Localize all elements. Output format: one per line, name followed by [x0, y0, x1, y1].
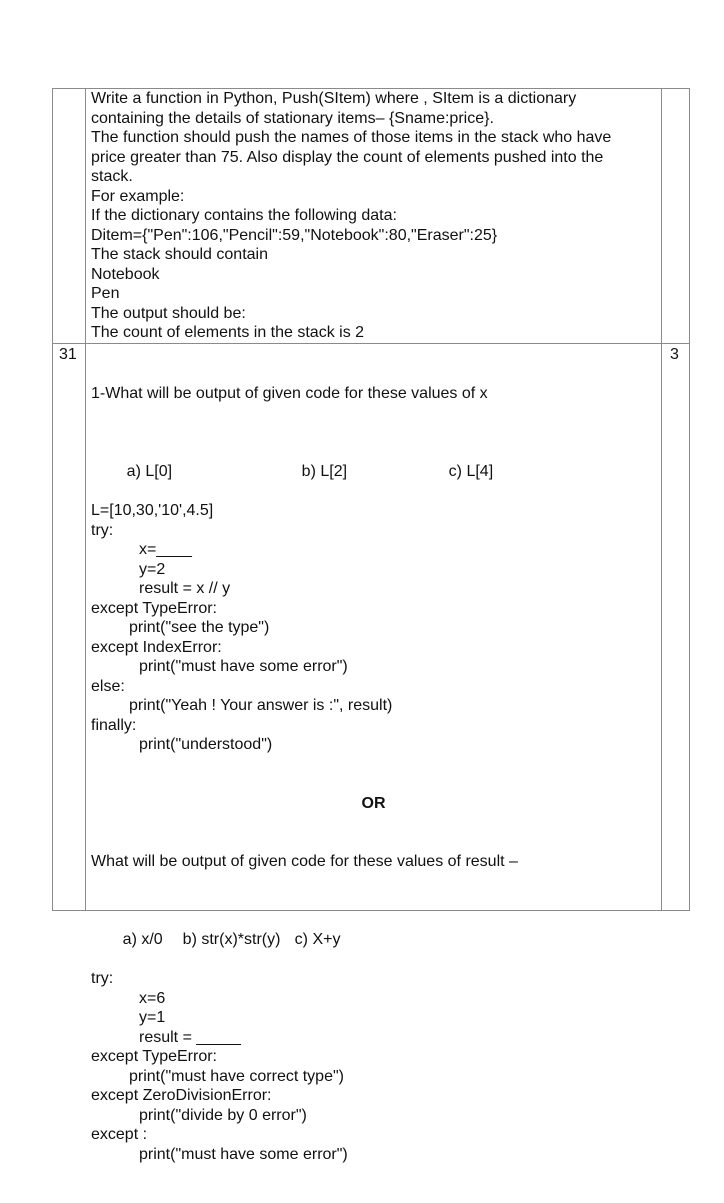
code-line: result = x // y: [139, 580, 231, 597]
row-divider: [53, 343, 689, 344]
code-line: result = _____: [139, 1028, 241, 1046]
option-b: b) str(x)*str(y): [182, 931, 281, 948]
column-divider-marks: [661, 89, 662, 910]
code-line: y=1: [139, 1009, 166, 1026]
question-table: [52, 88, 690, 1163]
code-line: print("must have correct type"): [129, 1067, 344, 1085]
text-line: For example:: [91, 187, 185, 205]
code-line: print("see the type"): [129, 619, 270, 636]
text-line: price greater than 75. Also display the count of elements pushed into the: [91, 148, 604, 166]
code-line: except TypeError:: [91, 599, 217, 617]
text-line: The stack should contain: [91, 246, 268, 263]
code-line: print("understood"): [139, 736, 273, 753]
code-line: finally:: [91, 716, 137, 734]
part2-options: [91, 911, 656, 948]
part1-code: [91, 501, 656, 755]
text-line: The function should push the names of those items in the stack who have: [91, 129, 612, 146]
part2-prompt: What will be output of given code for these values of result –: [91, 853, 518, 870]
code-line: except :: [91, 1126, 148, 1143]
text-line: Notebook: [91, 265, 160, 283]
question-number-row2: 31: [59, 346, 77, 363]
code-line: x=____: [139, 541, 192, 558]
code-line: x=6: [139, 989, 166, 1007]
or-label: OR: [361, 794, 386, 812]
code-line: print("divide by 0 error"): [139, 1106, 307, 1124]
part1-options: [91, 443, 656, 480]
code-line: try:: [91, 521, 114, 539]
code-line: L=[10,30,'10',4.5]: [91, 502, 214, 519]
option-b: b) L[2]: [301, 463, 348, 480]
code-line: y=2: [139, 560, 166, 578]
part1-prompt: 1-What will be output of given code for these values of x: [91, 385, 488, 402]
code-line: except IndexError:: [91, 638, 222, 656]
text-line: Ditem={"Pen":106,"Pencil":59,"Notebook":80,"Eraser":25}: [91, 226, 498, 244]
option-c: c) L[4]: [448, 463, 494, 480]
text-line: stack.: [91, 168, 133, 185]
code-line: except TypeError:: [91, 1048, 217, 1065]
code-line: print("must have some error"): [139, 658, 348, 675]
option-a: a) x/0: [122, 931, 163, 948]
code-line: else:: [91, 677, 125, 695]
text-line: containing the details of stationary items– {Sname:price}.: [91, 109, 494, 127]
text-line: If the dictionary contains the following data:: [91, 207, 397, 224]
question-text-row2: [91, 345, 656, 1203]
part2-code: [91, 969, 656, 1164]
code-line: print("Yeah ! Your answer is :", result): [129, 697, 393, 714]
text-line: The count of elements in the stack is 2: [91, 324, 365, 341]
code-line: print("must have some error"): [139, 1145, 348, 1163]
text-line: Pen: [91, 285, 120, 302]
code-line: except ZeroDivisionError:: [91, 1087, 272, 1104]
text-line: The output should be:: [91, 304, 246, 322]
question-text-row1: [91, 89, 611, 343]
text-line: Write a function in Python, Push(SItem) where , SItem is a dictionary: [91, 90, 577, 107]
option-c: c) X+y: [294, 931, 341, 948]
code-line: try:: [91, 970, 114, 987]
column-divider-qno: [85, 89, 86, 910]
option-a: a) L[0]: [126, 463, 173, 480]
marks-row2: 3: [670, 346, 679, 363]
